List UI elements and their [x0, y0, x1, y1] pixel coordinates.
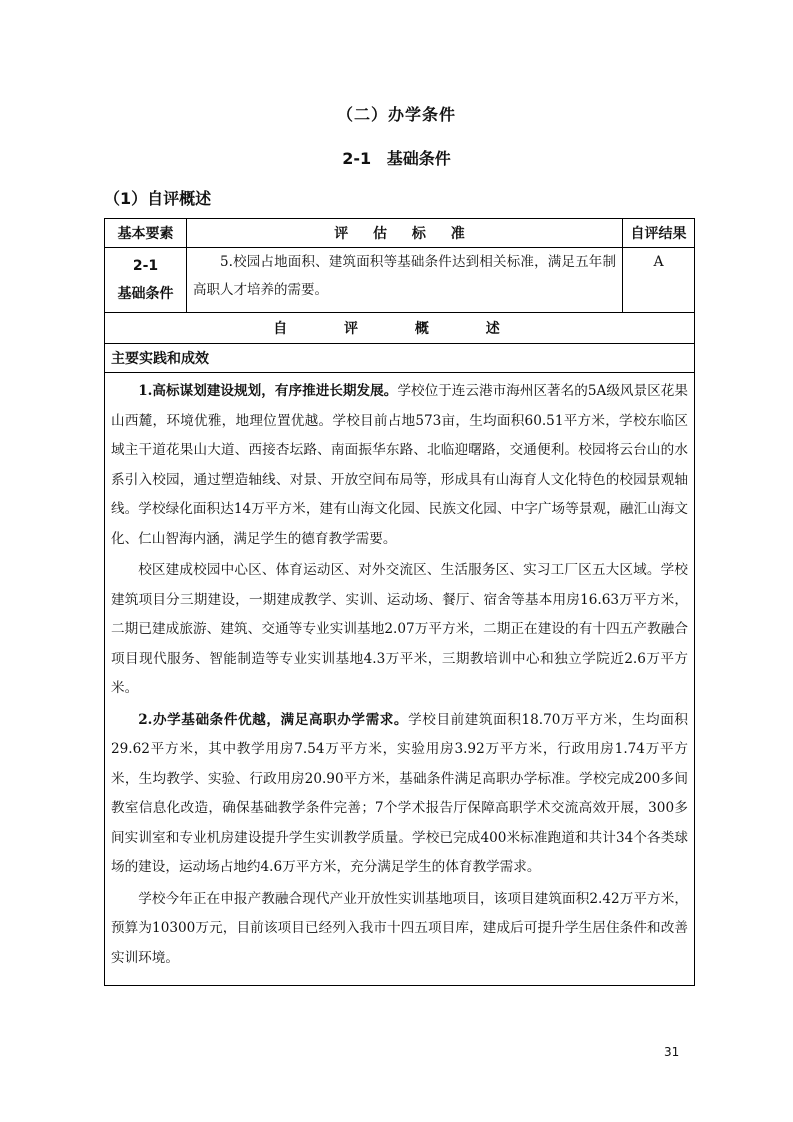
table-header-row	[105, 219, 695, 248]
part-title: （1）自评概述	[104, 189, 212, 208]
paragraph-3	[111, 706, 688, 883]
page-number: 31	[664, 1045, 680, 1059]
paragraph-3-lead: 2.办学基础条件优越，满足高职办学需求。	[138, 711, 409, 728]
element-cell	[105, 248, 187, 313]
overview-header-row	[105, 313, 695, 344]
evaluation-table	[104, 218, 695, 986]
body-cell	[105, 373, 695, 986]
table-row	[105, 248, 695, 313]
element-name: 基础条件	[117, 286, 174, 302]
paragraph-2-text: 校区建成校园中心区、体育运动区、对外交流区、生活服务区、实习工厂区五大区域。学校建筑项目分三期建设，一期建成教学、实训、运动场、餐厅、宿舍等基本用房16.63万平方米，二期已建成旅游、建筑、交通等专业实训基地2.07万平方米，二期正在建设的有十四五产教融合项目现代服务、智能制造等专业实训基地4.3万平米，三期教培训中心和独立学院近2.6万平方米。	[111, 562, 688, 696]
header-element: 基本要素	[105, 219, 187, 248]
paragraph-4	[111, 885, 688, 974]
paragraph-4-text: 学校今年正在申报产教融合现代产业开放性实训基地项目，该项目建筑面积2.42万平方米，预算为10300万元，目前该项目已经列入我市十四五项目库，建成后可提升学生居住条件和改善实训环境。	[111, 890, 688, 966]
header-standard: 评 估 标 准	[187, 219, 623, 248]
practice-label-row	[105, 344, 695, 373]
sub-title: 2-1 基础条件	[342, 149, 451, 168]
paragraph-1-lead: 1.高标谋划建设规划，有序推进长期发展。	[138, 383, 398, 399]
practice-label: 主要实践和成效	[105, 344, 695, 373]
paragraph-2	[111, 556, 688, 704]
element-code: 2-1	[132, 258, 159, 274]
paragraph-1	[111, 377, 688, 554]
body-row	[105, 373, 695, 986]
header-result: 自评结果	[623, 219, 695, 248]
result-grade: A	[623, 248, 695, 313]
section-title: （二）办学条件	[336, 105, 456, 124]
paragraph-3-text: 学校目前建筑面积18.70万平方米，生均面积29.62平方米，其中教学用房7.54万平方米，实验用房3.92万平方米，行政用房1.74万平方米，生均教学、实验、行政用房20.90平方米，基础条件满足高职办学标准。学校完成200多间教室信息化改造，确保基础教学条件完善；7个学术报告厅保障高职学术交流高效开展，300多间实训室和专业机房建设提升学生实训教学质量。学校已完成400米标准跑道和共计34个各类球场的建设，运动场占地约4.6万平方米，充分满足学生的体育教学需求。	[111, 711, 688, 875]
standard-text: 5.校园占地面积、建筑面积等基础条件达到相关标准，满足五年制高职人才培养的需要。	[187, 248, 623, 313]
overview-header: 自 评 概 述	[105, 313, 695, 344]
paragraph-1-text: 学校位于连云港市海州区著名的5A级风景区花果山西麓，环境优雅，地理位置优越。学校目前占地573亩，生均面积60.51平方米，学校东临区域主干道花果山大道、西接杏坛路、南面振华东路、北临迎曙路，交通便利。校园将云台山的水系引入校园，通过塑造轴线、对景、开放空间布局等，形成具有山海育人文化特色的校园景观轴线。学校绿化面积达14万平方米，建有山海文化园、民族文化园、中字广场等景观，融汇山海文化、仁山智海内涵，满足学生的德育教学需要。	[111, 383, 688, 547]
